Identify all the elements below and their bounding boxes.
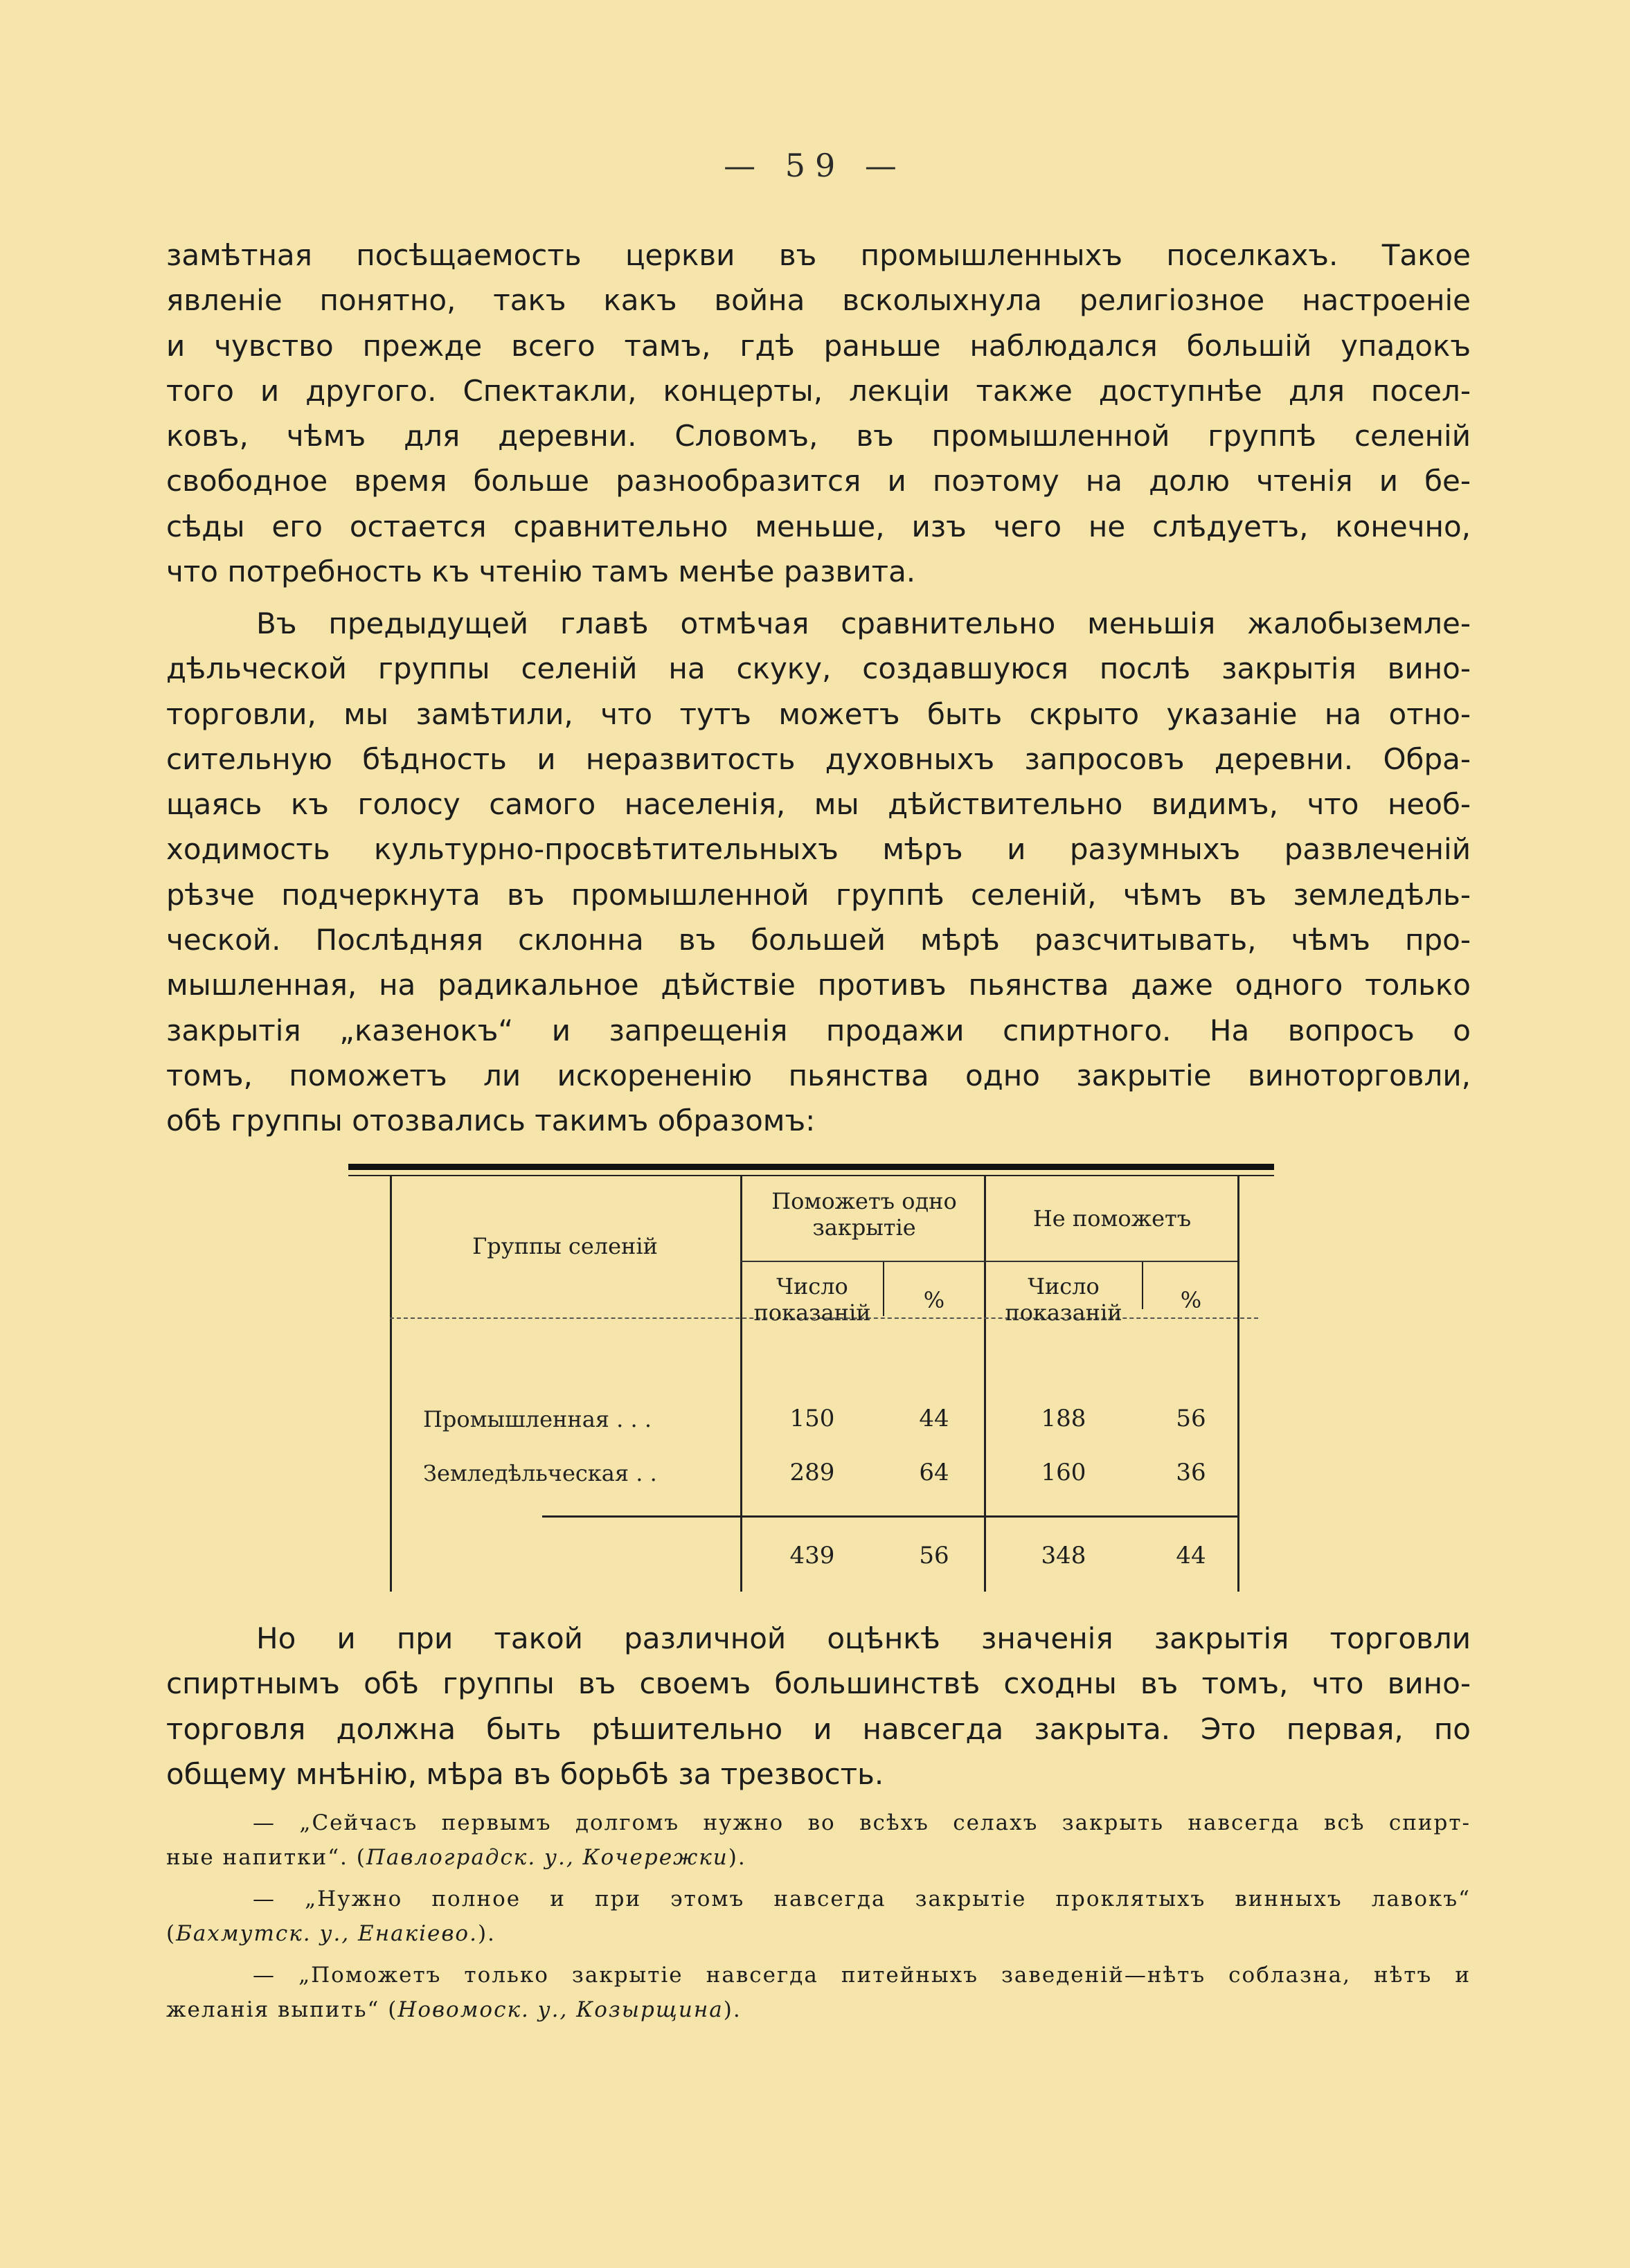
quote-line: — „Сейчасъ первымъ долгомъ нужно во всѣхъ селахъ закрыть навсегда всѣ спирт- [253,1810,1471,1835]
text-line: и чувство прежде всего тамъ, гдѣ раньше наблюдался большій упадокъ [166,328,1471,363]
header-helps: Поможетъ одно закрытіе [771,1188,957,1241]
table-right-border [1237,1176,1239,1592]
quote-line: — „Поможетъ только закрытіе навсегда питейныхъ заведеній—нѣтъ соблазна, нѣтъ и [253,1963,1471,1988]
text-line: рѣзче подчеркнута въ промышленной группѣ селеній, чѣмъ въ земледѣль- [166,877,1471,912]
header-not-helps: Не поможетъ [1032,1205,1192,1232]
text-line: щаясь къ голосу самого населенія, мы дѣйствительно видимъ, что необ- [166,787,1471,822]
sub-header-pct: % [1180,1287,1202,1313]
page-number: — 59 — [724,147,906,184]
total-value: 44 [1176,1542,1206,1569]
survey-table [348,1164,1274,1596]
cell-value: 44 [919,1405,949,1432]
total-value: 56 [919,1542,949,1569]
cell-value: 56 [1176,1405,1206,1432]
text-line: торговли, мы замѣтили, что тутъ можетъ быть скрыто указаніе на отно- [166,696,1471,731]
text-line: общему мнѣнію, мѣра въ борьбѣ за трезвость. [166,1756,884,1791]
text-line: что потребность къ чтенію тамъ менѣе развита. [166,555,916,589]
quote-line: — „Нужно полное и при этомъ навсегда закрытіе проклятыхъ винныхъ лавокъ“ [253,1887,1471,1911]
table-divider [740,1176,742,1592]
paragraph-2 [166,601,1471,1144]
header-group: Группы селеній [472,1233,658,1259]
quotes-block [166,1806,1471,2034]
text-line: явленіе понятно, такъ какъ война всколыхнула религіозное настроеніе [166,283,1471,318]
row-label: Промышленная . . . [423,1406,652,1432]
text-line: сѣды его остается сравнительно меньше, изъ чего не слѣдуетъ, конечно, [166,509,1471,543]
table-divider [1142,1261,1143,1309]
quote-source: Бахмутск. у., Енакіево. [176,1921,478,1946]
paragraph-1 [166,233,1471,594]
cell-value: 36 [1176,1459,1206,1486]
text-line: мышленная, на радикальное дѣйствіе противъ пьянства даже одного только [166,968,1471,1002]
total-value: 348 [1041,1542,1086,1569]
text-line: Но и при такой различной оцѣнкѣ значенія закрытія торговли [256,1621,1471,1655]
sub-header-pct: % [923,1287,945,1313]
text-line: Въ предыдущей главѣ отмѣчая сравнительно меньшія жалобыземле- [256,606,1471,640]
text-line: того и другого. Спектакли, концерты, лекціи также доступнѣе для посел- [166,373,1471,408]
header-rule [740,1261,1237,1262]
row-label: Земледѣльческая . . [423,1460,657,1486]
text-line: ческой. Послѣдняя склонна въ большей мѣрѣ разсчитывать, чѣмъ про- [166,923,1471,957]
text-line: замѣтная посѣщаемость церкви въ промышленныхъ поселкахъ. Такое [166,238,1471,272]
quote-source: Новомоск. у., Козырщина [397,1997,724,2022]
sub-header-count: Число показаній [1005,1273,1122,1326]
text-line: торговля должна быть рѣшительно и навсегда закрыта. Это первая, по [166,1711,1471,1746]
paragraph-3 [166,1616,1471,1797]
table-top-rule [348,1164,1274,1170]
cell-value: 150 [789,1405,835,1432]
text-line: томъ, поможетъ ли искорененію пьянства одно закрытіе виноторговли, [166,1058,1471,1092]
text-line: дѣльческой группы селеній на скуку, создавшуюся послѣ закрытія вино- [166,651,1471,686]
text-line: ковъ, чѣмъ для деревни. Словомъ, въ промышленной группѣ селеній [166,419,1471,453]
sub-header-count: Число показаній [753,1273,871,1326]
cell-value: 64 [919,1459,949,1486]
quote-line: ные напитки“. (Павлоградск. у., Кочережки). [166,1845,746,1870]
text-line: свободное время больше разнообразится и поэтому на долю чтенія и бе- [166,464,1471,498]
cell-value: 188 [1041,1405,1086,1432]
text-line: спиртнымъ обѣ группы въ своемъ большинствѣ сходны въ томъ, что вино- [166,1666,1471,1701]
text-line: обѣ группы отозвались такимъ образомъ: [166,1104,816,1138]
quote-source: Павлоградск. у., Кочережки [366,1845,728,1870]
total-rule [542,1515,1237,1518]
table-top-thin-rule [348,1175,1274,1176]
text-line: закрытія „казенокъ“ и запрещенія продажи спиртного. На вопросъ о [166,1013,1471,1047]
text-line: сительную бѣдность и неразвитость духовныхъ запросовъ деревни. Обра- [166,741,1471,776]
text-line: ходимость культурно-просвѣтительныхъ мѣръ и разумныхъ развлеченій [166,832,1471,867]
table-divider [883,1261,884,1316]
quote-line: желанія выпить“ (Новомоск. у., Козырщина). [166,1997,742,2022]
cell-value: 160 [1041,1459,1086,1486]
cell-value: 289 [789,1459,835,1486]
total-value: 439 [789,1542,835,1569]
quote-line: (Бахмутск. у., Енакіево.). [166,1921,496,1946]
